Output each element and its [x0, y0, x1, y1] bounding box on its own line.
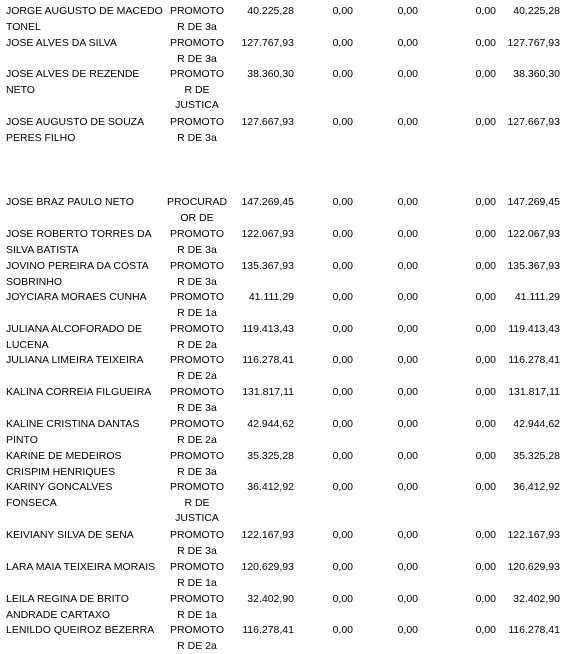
amount-v2: 0,00 — [300, 480, 353, 496]
amount-v4: 0,00 — [430, 290, 496, 306]
amount-v4: 0,00 — [430, 353, 496, 369]
employee-name: KALINA CORREIA FILGUEIRA — [6, 385, 166, 401]
amount-v3: 0,00 — [360, 449, 418, 465]
amount-v1: 127.667,93 — [228, 115, 294, 131]
job-title-line: PROMOTO — [166, 115, 228, 131]
amount-v4: 0,00 — [430, 195, 496, 211]
job-title-line: PROMOTO — [166, 36, 228, 52]
job-title-line: PROMOTO — [166, 4, 228, 20]
amount-v2: 0,00 — [300, 4, 353, 20]
job-title-line: PROMOTO — [166, 322, 228, 338]
amount-v5: 116.278,41 — [496, 353, 560, 369]
amount-v4: 0,00 — [430, 528, 496, 544]
employee-name: JULIANA LIMEIRA TEIXEIRA — [6, 353, 166, 369]
amount-v3: 0,00 — [360, 623, 418, 639]
amount-v5: 122.067,93 — [496, 227, 560, 243]
amount-v4: 0,00 — [430, 623, 496, 639]
job-title-line: R DE 3a — [166, 275, 228, 291]
amount-v2: 0,00 — [300, 115, 353, 131]
job-title-line: PROMOTO — [166, 480, 228, 496]
amount-v2: 0,00 — [300, 592, 353, 608]
job-title-line: R DE 2a — [166, 338, 228, 354]
job-title — [166, 227, 228, 258]
amount-v4: 0,00 — [430, 592, 496, 608]
amount-v3: 0,00 — [360, 353, 418, 369]
amount-v5: 38.360,30 — [496, 67, 560, 83]
amount-v4: 0,00 — [430, 417, 496, 433]
amount-v5: 119.413,43 — [496, 322, 560, 338]
amount-v4: 0,00 — [430, 227, 496, 243]
job-title-line: R DE 3a — [166, 131, 228, 147]
job-title-line: R DE 3a — [166, 52, 228, 68]
amount-v5: 36.412,92 — [496, 480, 560, 496]
job-title-line: R DE — [166, 83, 228, 99]
amount-v3: 0,00 — [360, 592, 418, 608]
job-title-line: R DE 3a — [166, 544, 228, 560]
employee-name: JOSE BRAZ PAULO NETO — [6, 195, 166, 211]
job-title-line: R DE 2a — [166, 639, 228, 654]
amount-v4: 0,00 — [430, 115, 496, 131]
amount-v1: 122.067,93 — [228, 227, 294, 243]
job-title-line: PROMOTO — [166, 592, 228, 608]
amount-v2: 0,00 — [300, 449, 353, 465]
amount-v2: 0,00 — [300, 385, 353, 401]
job-title-line: PROMOTO — [166, 417, 228, 433]
amount-v5: 127.667,93 — [496, 115, 560, 131]
job-title-line: R DE 2a — [166, 433, 228, 449]
amount-v1: 116.278,41 — [228, 353, 294, 369]
amount-v5: 120.629,93 — [496, 560, 560, 576]
employee-name: JOYCIARA MORAES CUNHA — [6, 290, 166, 306]
amount-v1: 131.817,11 — [228, 385, 294, 401]
job-title-line: R DE 1a — [166, 576, 228, 592]
job-title-line: PROMOTO — [166, 353, 228, 369]
employee-name: LEILA REGINA DE BRITO ANDRADE CARTAXO — [6, 592, 166, 623]
amount-v2: 0,00 — [300, 67, 353, 83]
job-title — [166, 528, 228, 559]
job-title-line: PROMOTO — [166, 227, 228, 243]
amount-v2: 0,00 — [300, 195, 353, 211]
amount-v4: 0,00 — [430, 67, 496, 83]
job-title — [166, 385, 228, 416]
employee-name: JOSE ROBERTO TORRES DA SILVA BATISTA — [6, 227, 166, 258]
amount-v3: 0,00 — [360, 417, 418, 433]
job-title-line: R DE 3a — [166, 401, 228, 417]
job-title — [166, 623, 228, 654]
job-title-line: PROMOTO — [166, 290, 228, 306]
amount-v4: 0,00 — [430, 4, 496, 20]
amount-v4: 0,00 — [430, 385, 496, 401]
amount-v5: 116.278,41 — [496, 623, 560, 639]
amount-v1: 119.413,43 — [228, 322, 294, 338]
amount-v1: 38.360,30 — [228, 67, 294, 83]
amount-v2: 0,00 — [300, 290, 353, 306]
amount-v2: 0,00 — [300, 259, 353, 275]
employee-name: KALINE CRISTINA DANTAS PINTO — [6, 417, 166, 448]
amount-v2: 0,00 — [300, 560, 353, 576]
amount-v3: 0,00 — [360, 4, 418, 20]
job-title-line: JUSTICA — [166, 98, 228, 114]
employee-name: JORGE AUGUSTO DE MACEDO TONEL — [6, 4, 166, 35]
amount-v3: 0,00 — [360, 528, 418, 544]
job-title — [166, 417, 228, 448]
job-title — [166, 560, 228, 591]
employee-name: JULIANA ALCOFORADO DE LUCENA — [6, 322, 166, 353]
job-title — [166, 322, 228, 353]
amount-v2: 0,00 — [300, 353, 353, 369]
amount-v5: 131.817,11 — [496, 385, 560, 401]
employee-name: KEIVIANY SILVA DE SENA — [6, 528, 166, 544]
job-title — [166, 4, 228, 35]
employee-name: LENILDO QUEIROZ BEZERRA — [6, 623, 166, 639]
amount-v5: 122.167,93 — [496, 528, 560, 544]
amount-v1: 32.402,90 — [228, 592, 294, 608]
job-title-line: R DE 1a — [166, 306, 228, 322]
amount-v4: 0,00 — [430, 322, 496, 338]
job-title-line: R DE 2a — [166, 369, 228, 385]
amount-v1: 120.629,93 — [228, 560, 294, 576]
amount-v3: 0,00 — [360, 115, 418, 131]
amount-v2: 0,00 — [300, 36, 353, 52]
amount-v5: 35.325,28 — [496, 449, 560, 465]
employee-name: JOSE AUGUSTO DE SOUZA PERES FILHO — [6, 115, 166, 146]
job-title-line: R DE 3a — [166, 20, 228, 36]
job-title-line: PROMOTO — [166, 385, 228, 401]
amount-v3: 0,00 — [360, 290, 418, 306]
employee-name: JOSE ALVES DE REZENDE NETO — [6, 67, 166, 98]
amount-v5: 32.402,90 — [496, 592, 560, 608]
amount-v1: 135.367,93 — [228, 259, 294, 275]
amount-v1: 35.325,28 — [228, 449, 294, 465]
job-title — [166, 353, 228, 384]
job-title — [166, 195, 228, 226]
amount-v5: 135.367,93 — [496, 259, 560, 275]
job-title-line: R DE 1a — [166, 608, 228, 624]
amount-v5: 42.944,62 — [496, 417, 560, 433]
amount-v3: 0,00 — [360, 67, 418, 83]
amount-v4: 0,00 — [430, 36, 496, 52]
job-title-line: PROMOTO — [166, 449, 228, 465]
amount-v1: 122.167,93 — [228, 528, 294, 544]
amount-v2: 0,00 — [300, 528, 353, 544]
amount-v3: 0,00 — [360, 36, 418, 52]
amount-v3: 0,00 — [360, 195, 418, 211]
employee-name: KARINE DE MEDEIROS CRISPIM HENRIQUES — [6, 449, 166, 480]
amount-v2: 0,00 — [300, 227, 353, 243]
job-title-line: R DE — [166, 496, 228, 512]
amount-v1: 40.225,28 — [228, 4, 294, 20]
amount-v3: 0,00 — [360, 227, 418, 243]
amount-v1: 42.944,62 — [228, 417, 294, 433]
amount-v2: 0,00 — [300, 623, 353, 639]
amount-v2: 0,00 — [300, 417, 353, 433]
job-title-line: R DE 3a — [166, 465, 228, 481]
job-title-line: PROMOTO — [166, 67, 228, 83]
amount-v3: 0,00 — [360, 480, 418, 496]
amount-v5: 127.767,93 — [496, 36, 560, 52]
amount-v2: 0,00 — [300, 322, 353, 338]
job-title-line: PROMOTO — [166, 528, 228, 544]
amount-v5: 41.111,29 — [496, 290, 560, 306]
job-title — [166, 259, 228, 290]
amount-v1: 41.111,29 — [228, 290, 294, 306]
job-title — [166, 480, 228, 527]
amount-v4: 0,00 — [430, 480, 496, 496]
amount-v4: 0,00 — [430, 259, 496, 275]
job-title-line: JUSTICA — [166, 511, 228, 527]
job-title-line: PROMOTO — [166, 259, 228, 275]
amount-v5: 40.225,28 — [496, 4, 560, 20]
employee-name: JOSE ALVES DA SILVA — [6, 36, 166, 52]
amount-v3: 0,00 — [360, 259, 418, 275]
employee-name: JOVINO PEREIRA DA COSTA SOBRINHO — [6, 259, 166, 290]
job-title — [166, 592, 228, 623]
job-title-line: OR DE — [166, 211, 228, 227]
amount-v5: 147.269,45 — [496, 195, 560, 211]
job-title — [166, 449, 228, 480]
employee-name: KARINY GONCALVES FONSECA — [6, 480, 166, 511]
amount-v4: 0,00 — [430, 449, 496, 465]
job-title — [166, 67, 228, 114]
amount-v3: 0,00 — [360, 322, 418, 338]
job-title-line: PROMOTO — [166, 623, 228, 639]
amount-v1: 127.767,93 — [228, 36, 294, 52]
amount-v3: 0,00 — [360, 560, 418, 576]
job-title — [166, 115, 228, 146]
amount-v3: 0,00 — [360, 385, 418, 401]
amount-v1: 147.269,45 — [228, 195, 294, 211]
amount-v1: 36.412,92 — [228, 480, 294, 496]
job-title-line: PROMOTO — [166, 560, 228, 576]
job-title-line: PROCURAD — [166, 195, 228, 211]
amount-v4: 0,00 — [430, 560, 496, 576]
job-title-line: R DE 3a — [166, 243, 228, 259]
job-title — [166, 36, 228, 67]
job-title — [166, 290, 228, 321]
amount-v1: 116.278,41 — [228, 623, 294, 639]
employee-name: LARA MAIA TEIXEIRA MORAIS — [6, 560, 166, 576]
